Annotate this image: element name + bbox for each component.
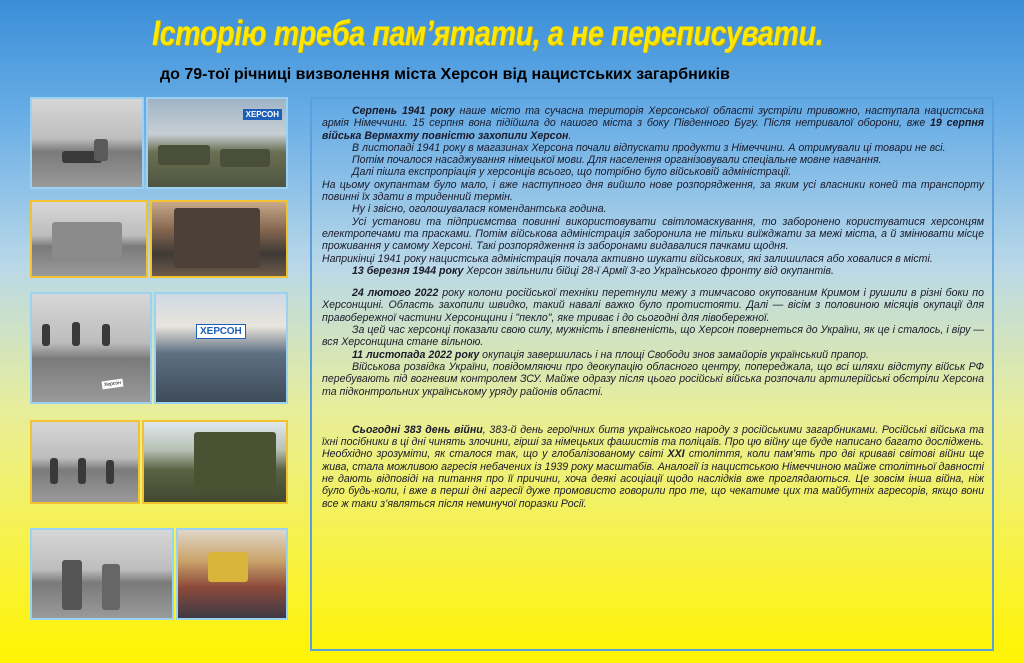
photo-liberation-celebration — [154, 292, 288, 404]
sign-kherson-road: ХЕРСОН — [243, 109, 282, 120]
photo-card: Херсон — [102, 379, 124, 390]
photo-ww2-tanks-street — [30, 97, 144, 189]
paragraph-feb-2022: 24 лютого 2022 року колони російської техніки перетнули межу з тимчасово окупованим Кримом і рушили в різні боки по Херсонщині. Область захопили швидко, такий навалі важко було протистояти. Далі — вісім з половиною місяців окупації для правобережної частини Херсонщини і "пекло", яке триває і до сьогодні для лівобережної. — [322, 287, 984, 324]
paragraph-expropriation: Далі пішла експропріація у херсонців всього, що потрібно було військовій адміністрації. — [352, 166, 792, 179]
paragraph-today: Сьогодні 383 день війни, 383-й день героїчних битв українського народу з російськими загарбниками. Російські війська та їхні посібники в ці дні чинять злочини, гірші за німецьких фашистів та поліцаїв. Про цю війну ще буде написано багато досліджень. Необхідно зрозуміти, як сталося так, що у глобалізованому світі ХХІ століття, коли пам’ять про дві криваві світові війни ще жива, стала можливою агресія небачених із 1939 року масштабів. Аналогії із нацистською Німеччиною майже столітньої давності не дають відповіді на питання про її причини, хоча деякі асоціації щодо наслідків вже проглядаються. Це зовсім інша війна, ніж було будь-коли, і вже в перші дні агресії дуже промовисто говорили про те, що чекатиме цих та майбутніх агресорів, якщо вони все ж таки з’являться після неминучої поразки Росії. — [322, 423, 985, 510]
photo-people-with-flowers — [176, 528, 288, 620]
paragraph-liberation-1944: 13 березня 1944 року Херсон звільнили бійці 28-ї Армії 3-го Українського фронту від окупантів. — [352, 264, 834, 277]
photo-row-3 — [30, 292, 288, 404]
photo-row-1 — [30, 97, 288, 189]
sign-kherson-city: ХЕРСОН — [196, 324, 246, 339]
paragraph-blackout: Усі установи та підприємства повинні використовувати світломаскування, то заборонено користуватися херсонцям електропечами та прасками. Потім військова адміністрація заборонила не тільки виїжджати за межі міста, а й змінювати місце проживання у самому Херсоні. Такі розпорядження із заборонами видавалися пачками щодня. — [322, 215, 984, 253]
paragraph-horses: На цьому окупантам було мало, і вже наступного дня вийшло нове розпорядження, за яким усі власники коней та транспорту повинні їх здати в триденний термін. — [322, 178, 984, 204]
photo-ww2-marching-column — [30, 420, 140, 504]
page-subtitle: до 79-тої річниці визволення міста Херсон від нацистських загарбників — [160, 66, 730, 83]
paragraph-resilience: За цей час херсонці показали свою силу, мужність і впевненість, що Херсон повернеться до України, як це і сталось, і віру — вся Херсонщина стане вільною. — [322, 324, 984, 349]
photo-military-truck — [142, 420, 288, 504]
photo-modern-armored-vehicles — [146, 97, 288, 189]
photo-ww2-civilians — [30, 528, 174, 620]
photo-ww2-soldiers-road — [30, 292, 152, 404]
paragraph-intelligence: Військова розвідка України, повідомляючи про деокупацію обласного центру, попереджала, що всі шляхи відступу військ РФ перебувають під вогневим контролем ЗСУ. Майже одразу після цього російські війська розпочали артилерійські обстріли Херсона та підконтрольних українському уряду районів області. — [322, 360, 984, 398]
paragraph-end-1941: Наприкінці 1941 року нацистська адміністрація почала активно шукати військових, які залишилася або ховалися в місті. — [322, 252, 933, 265]
photo-destroyed-apartment — [150, 200, 288, 278]
photo-row-5 — [30, 528, 288, 620]
article-text-box — [310, 97, 994, 651]
paragraph-nov-1941: В листопаді 1941 року в магазинах Херсона почали відпускати продукти з Німеччини. А отримували ці товари не всі. — [352, 141, 946, 154]
photo-ww2-ruined-building — [30, 200, 148, 278]
paragraph-curfew: Ну і звісно, оголошувалася комендантська година. — [352, 203, 607, 216]
paragraph-nov-2022: 11 листопада 2022 року окупація завершилась і на площі Свободи знов замайорів український прапор. — [352, 348, 869, 361]
page-title: Історію треба пам’ятати, а не переписувати. — [152, 14, 824, 53]
photo-row-2 — [30, 200, 288, 278]
paragraph-language: Потім почалося насаджування німецької мови. Для населення організовували спеціальне мовне навчання. — [352, 154, 882, 167]
photo-row-4 — [30, 420, 288, 504]
paragraph-aug-1941: Серпень 1941 року наше місто та сучасна територія Херсонської області зустріли тривожно, наступала нацистська армія Німеччини. 15 серпня вона підійшла до нашого міста з боку Південного Бугу. Після нетривалої оборони, вже 19 серпня війська Вермахту повністю захопили Херсон. — [322, 105, 984, 142]
